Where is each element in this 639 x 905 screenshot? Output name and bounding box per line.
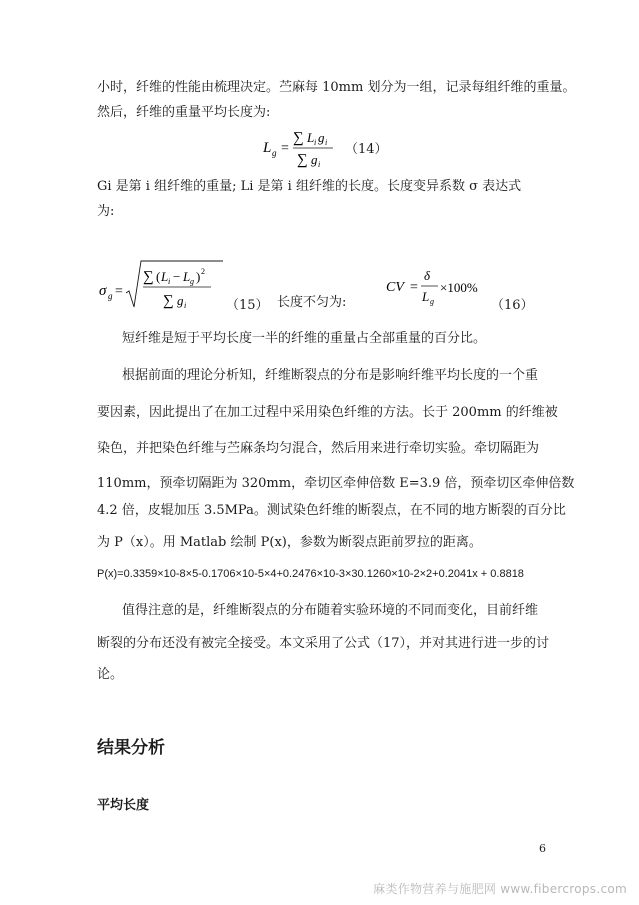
eq16-tail: ×100% <box>440 280 478 295</box>
eq16-numerator: δ <box>424 268 431 283</box>
paragraph-line: 短纤维是短于平均长度一半的纤维的重量占全部重量的百分比。 <box>122 331 487 346</box>
paragraph-line: 为 P（x）。用 Matlab 绘制 P(x)，参数为断裂点距前罗拉的距离。 <box>97 535 482 550</box>
equation-16 <box>384 265 484 309</box>
svg-text:−: − <box>173 269 181 284</box>
eq14-den-g: g <box>311 152 318 167</box>
eq15-equals: = <box>115 284 123 299</box>
eq14-equals: = <box>281 141 289 156</box>
equation-15 <box>97 255 227 315</box>
paragraph-line: 然后，纤维的重量平均长度为: <box>97 105 271 120</box>
svg-text:L: L <box>183 269 191 284</box>
eq14-num-g: g <box>318 130 325 145</box>
equation-16-svg <box>384 265 484 309</box>
eq16-equals: = <box>410 280 418 295</box>
eq14-sum-bottom: ∑ <box>297 152 308 168</box>
equation-number-15: （15） <box>226 298 269 313</box>
paragraph-line: 值得注意的是，纤维断裂点的分布随着实验环境的不同而变化，目前纤维 <box>122 603 539 618</box>
section-heading: 结果分析 <box>97 738 165 758</box>
eq14-lhs-sub: g <box>272 148 277 158</box>
equation-number-14: （14） <box>345 142 388 157</box>
eq16-den-sub: g <box>430 297 434 306</box>
paragraph-line: 为: <box>97 204 115 219</box>
svg-text:): ) <box>196 269 201 284</box>
eq15-lhs-sub: g <box>108 291 113 301</box>
eq15-sum-top: ∑ <box>143 269 154 285</box>
eq14-num-i2: i <box>325 138 328 147</box>
eq16-den: L <box>422 289 430 304</box>
eq14-den-i: i <box>318 160 321 169</box>
watermark: 麻类作物营养与施肥网 www.fibercrops.com <box>373 882 627 896</box>
equation-15-svg <box>97 255 227 315</box>
svg-text:i: i <box>184 301 187 310</box>
paragraph-line: 断裂的分布还没有被完全接受。本文采用了公式（17），并对其进行进一步的讨 <box>97 636 550 651</box>
eq15-sqrt <box>126 261 223 307</box>
eq15-lhs: σ <box>99 283 107 299</box>
eq14-lhs: L <box>263 140 272 156</box>
subsection-heading: 平均长度 <box>97 798 150 813</box>
paragraph-line: Gi 是第 i 组纤维的重量; Li 是第 i 组纤维的长度。长度变异系数 σ 表达式 <box>97 179 522 194</box>
eq14-sum-top: ∑ <box>293 130 304 146</box>
svg-text:g: g <box>190 277 194 286</box>
eq15-num-expr: ( <box>156 269 161 284</box>
polynomial-formula: P(x)=0.3359×10-8×5-0.1706×10-5×4+0.2476×10-3×30.1260×10-2×2+0.2041x + 0.8818 <box>97 568 524 580</box>
svg-text:L: L <box>161 269 169 284</box>
eq14-num-l: L <box>307 130 315 145</box>
equation-number-16: （16） <box>491 298 534 313</box>
eq15-sum-bottom: ∑ <box>163 293 174 309</box>
cv-label: 长度不匀为: <box>277 295 347 310</box>
paragraph-line: 要因素，因此提出了在加工过程中采用染色纤维的方法。长于 200mm 的纤维被 <box>97 405 558 420</box>
svg-text:2: 2 <box>201 267 205 276</box>
svg-text:i: i <box>168 277 171 286</box>
svg-text:g: g <box>177 293 184 308</box>
paragraph-line: 4.2 倍，皮辊加压 3.5MPa。测试染色纤维的断裂点，在不同的地方断裂的百分比 <box>97 503 566 518</box>
page-number: 6 <box>539 842 546 855</box>
eq16-lhs: CV <box>386 280 404 295</box>
paragraph-line: 小时，纤维的性能由梳理决定。苎麻每 10mm 划分为一组，记录每组纤维的重量。 <box>97 80 576 95</box>
paragraph-line: 染色，并把染色纤维与苎麻条均匀混合，然后用来进行牵切实验。牵切隔距为 <box>97 441 540 456</box>
paragraph-line: 根据前面的理论分析知，纤维断裂点的分布是影响纤维平均长度的一个重 <box>122 368 539 383</box>
eq14-num-i: i <box>314 138 317 147</box>
paragraph-line: 论。 <box>97 667 124 682</box>
paragraph-line: 110mm，预牵切隔距为 320mm，牵切区牵伸倍数 E=3.9 倍，预牵切区牵伸倍数 <box>97 476 575 491</box>
